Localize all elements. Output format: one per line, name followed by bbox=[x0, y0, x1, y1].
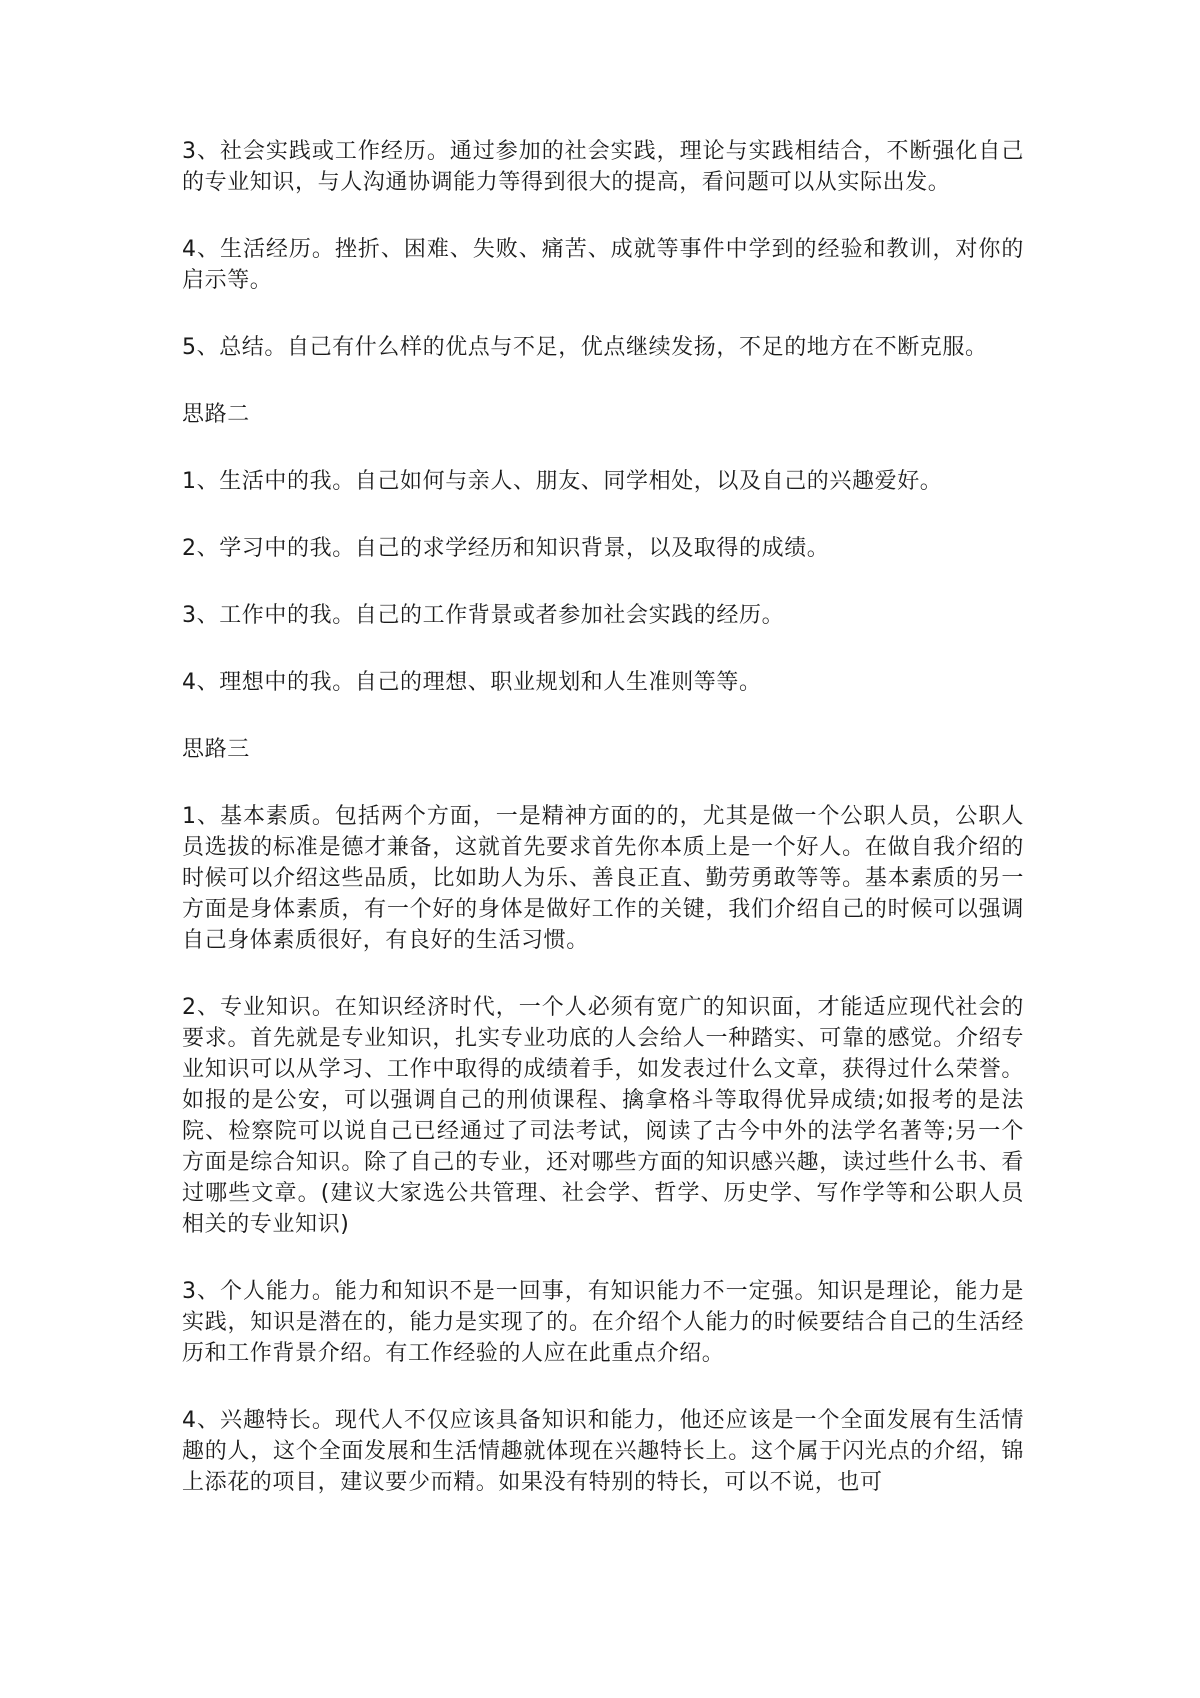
paragraph-me-in-ideals: 4、理想中的我。自己的理想、职业规划和人生准则等等。 bbox=[182, 670, 762, 695]
paragraph-basic-quality: 1、基本素质。包括两个方面，一是精神方面的的，尤其是做一个公职人员，公职人员选拔的标准是德才兼备，这就首先要求首先你本质上是一个好人。在做自我介绍的时候可以介绍这些品质，比如助人为乐、善良正直、勤劳勇敢等等。基本素质的另一方面是身体素质，有一个好的身体是做好工作的关键，我们介绍自己的时候可以强调自己身体素质很好，有良好的生活习惯。 bbox=[182, 804, 1024, 953]
heading-approach-three: 思路三 bbox=[182, 737, 250, 762]
paragraph-interests-specialties: 4、兴趣特长。现代人不仅应该具备知识和能力，他还应该是一个全面发展有生活情趣的人，这个全面发展和生活情趣就体现在兴趣特长上。这个属于闪光点的介绍，锦上添花的项目，建议要少而精。如果没有特别的特长，可以不说，也可 bbox=[182, 1408, 1024, 1495]
paragraph-me-at-work: 3、工作中的我。自己的工作背景或者参加社会实践的经历。 bbox=[182, 603, 785, 628]
paragraph-summary: 5、总结。自己有什么样的优点与不足，优点继续发扬，不足的地方在不断克服。 bbox=[182, 335, 988, 360]
paragraph-personal-ability: 3、个人能力。能力和知识不是一回事，有知识能力不一定强。知识是理论，能力是实践，知识是潜在的，能力是实现了的。在介绍个人能力的时候要结合自己的生活经历和工作背景介绍。有工作经验的人应在此重点介绍。 bbox=[182, 1279, 1024, 1366]
paragraph-me-in-life: 1、生活中的我。自己如何与亲人、朋友、同学相处，以及自己的兴趣爱好。 bbox=[182, 469, 943, 494]
heading-approach-two: 思路二 bbox=[182, 402, 250, 427]
paragraph-me-in-study: 2、学习中的我。自己的求学经历和知识背景，以及取得的成绩。 bbox=[182, 536, 830, 561]
paragraph-professional-knowledge: 2、专业知识。在知识经济时代，一个人必须有宽广的知识面，才能适应现代社会的要求。首先就是专业知识，扎实专业功底的人会给人一种踏实、可靠的感觉。介绍专业知识可以从学习、工作中取得的成绩着手，如发表过什么文章，获得过什么荣誉。如报的是公安，可以强调自己的刑侦课程、擒拿格斗等取得优异成绩;如报考的是法院、检察院可以说自己已经通过了司法考试，阅读了古今中外的法学名著等;另一个方面是综合知识。除了自己的专业，还对哪些方面的知识感兴趣，读过些什么书、看过哪些文章。(建议大家选公共管理、社会学、哲学、历史学、写作学等和公职人员相关的专业知识) bbox=[182, 995, 1024, 1237]
paragraph-life-experience: 4、生活经历。挫折、困难、失败、痛苦、成就等事件中学到的经验和教训，对你的启示等。 bbox=[182, 237, 1024, 293]
paragraph-social-practice: 3、社会实践或工作经历。通过参加的社会实践，理论与实践相结合，不断强化自己的专业知识，与人沟通协调能力等得到很大的提高，看问题可以从实际出发。 bbox=[182, 139, 1024, 195]
document-body bbox=[182, 136, 1024, 1534]
